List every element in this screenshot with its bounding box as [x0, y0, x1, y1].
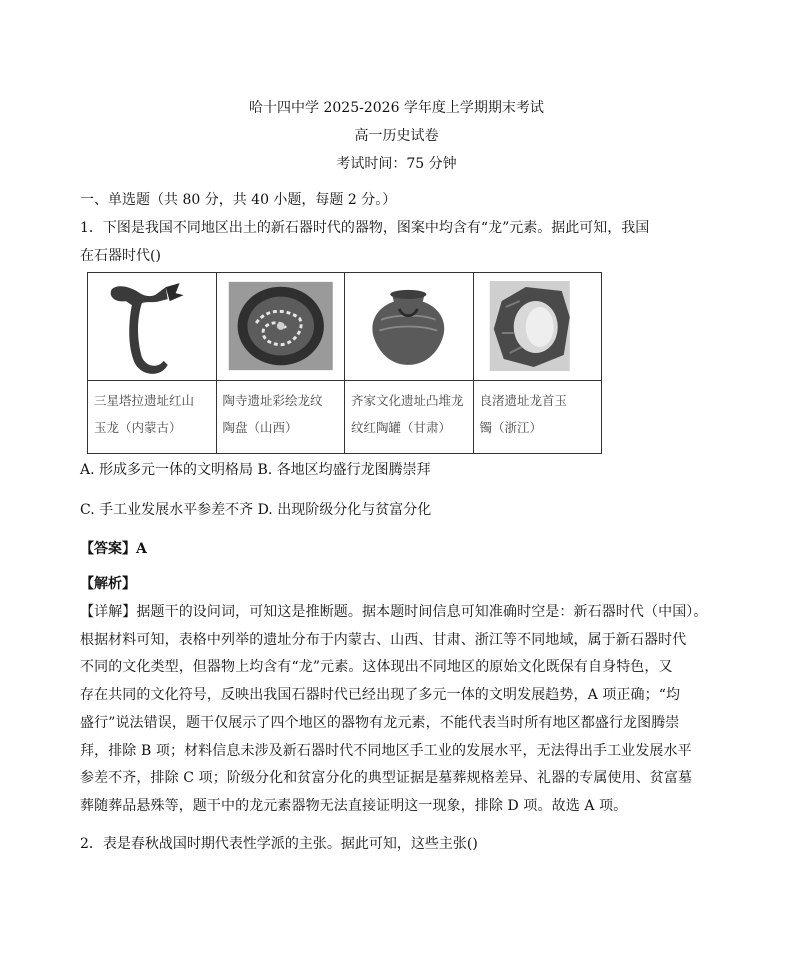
analysis-line: 拜，排除 B 项；材料信息未涉及新石器时代不同地区手工业的发展水平，无法得出手工业发展水平 — [80, 743, 692, 759]
caption-line: 陶盘（山西） — [222, 420, 298, 435]
pottery-jar-icon — [345, 273, 473, 380]
caption-line: 纹红陶罐（甘肃） — [351, 420, 452, 435]
caption-line: 良渚遗址龙首玉 — [479, 393, 568, 408]
analysis-line: 参差不齐，排除 C 项；阶级分化和贫富分化的典型证据是墓葬规格差异、礼器的专属使用、贫富墓 — [80, 770, 693, 786]
jade-dragon-icon — [88, 273, 216, 380]
analysis-line: 葬随葬品悬殊等，题干中的龙元素器物无法直接证明这一现象，排除 D 项。故选 A 项。 — [80, 798, 628, 814]
caption-line: 齐家文化遗址凸堆龙 — [351, 393, 464, 408]
analysis-line: 【详解】据题干的设问词，可知这是推断题。据本题时间信息可知准确时空是：新石器时代（中国）。 — [80, 604, 708, 620]
q1-stem-line1: 1．下图是我国不同地区出土的新石器时代的器物，图案中均含有“龙”元素。据此可知，我国 — [80, 220, 650, 236]
exam-subtitle: 高一历史试卷 — [354, 128, 439, 144]
q1-stem-line2: 在石器时代() — [80, 248, 161, 264]
artifact-image-cell — [88, 273, 217, 381]
caption-line: 镯（浙江） — [479, 420, 543, 435]
artifact-caption — [345, 381, 474, 454]
analysis-line: 不同的文化类型，但器物上均含有“龙”元素。这体现出不同地区的原始文化既保有自身特色，又 — [80, 659, 673, 675]
painted-plate-icon — [217, 273, 345, 380]
analysis-line: 盛行”说法错误，题干仅展示了四个地区的器物有龙元素，不能代表当时所有地区都盛行龙图腾崇 — [80, 715, 680, 731]
exam-time: 考试时间：75 分钟 — [336, 156, 457, 172]
section-heading: 一、单选题（共 80 分，共 40 小题，每题 2 分。） — [80, 192, 397, 208]
artifact-table — [87, 272, 602, 454]
artifact-caption — [473, 381, 602, 454]
analysis-line: 存在共同的文化符号，反映出我国石器时代已经出现了多元一体的文明发展趋势，A 项正确；“均 — [80, 687, 681, 703]
artifact-caption — [88, 381, 217, 454]
artifact-image-cell — [345, 273, 474, 381]
jade-bracelet-icon — [474, 273, 602, 380]
caption-line: 陶寺遗址彩绘龙纹 — [222, 393, 323, 408]
artifact-image-cell — [216, 273, 345, 381]
artifact-image-cell — [473, 273, 602, 381]
q1-analysis-title: 【解析】 — [80, 576, 136, 592]
caption-line: 三星塔拉遗址红山 — [94, 393, 195, 408]
caption-line: 玉龙（内蒙古） — [94, 420, 182, 435]
q1-options-cd: C. 手工业发展水平参差不齐 D. 出现阶级分化与贫富分化 — [80, 502, 432, 518]
q1-options-ab: A. 形成多元一体的文明格局 B. 各地区均盛行龙图腾崇拜 — [80, 462, 431, 478]
q2-stem: 2．表是春秋战国时期代表性学派的主张。据此可知，这些主张() — [80, 836, 478, 852]
q1-answer: 【答案】A — [80, 541, 147, 557]
analysis-line: 根据材料可知，表格中列举的遗址分布于内蒙古、山西、甘肃、浙江等不同地域，属于新石器时代 — [80, 632, 687, 648]
exam-title: 哈十四中学 2025-2026 学年度上学期期末考试 — [249, 100, 544, 116]
artifact-caption — [216, 381, 345, 454]
